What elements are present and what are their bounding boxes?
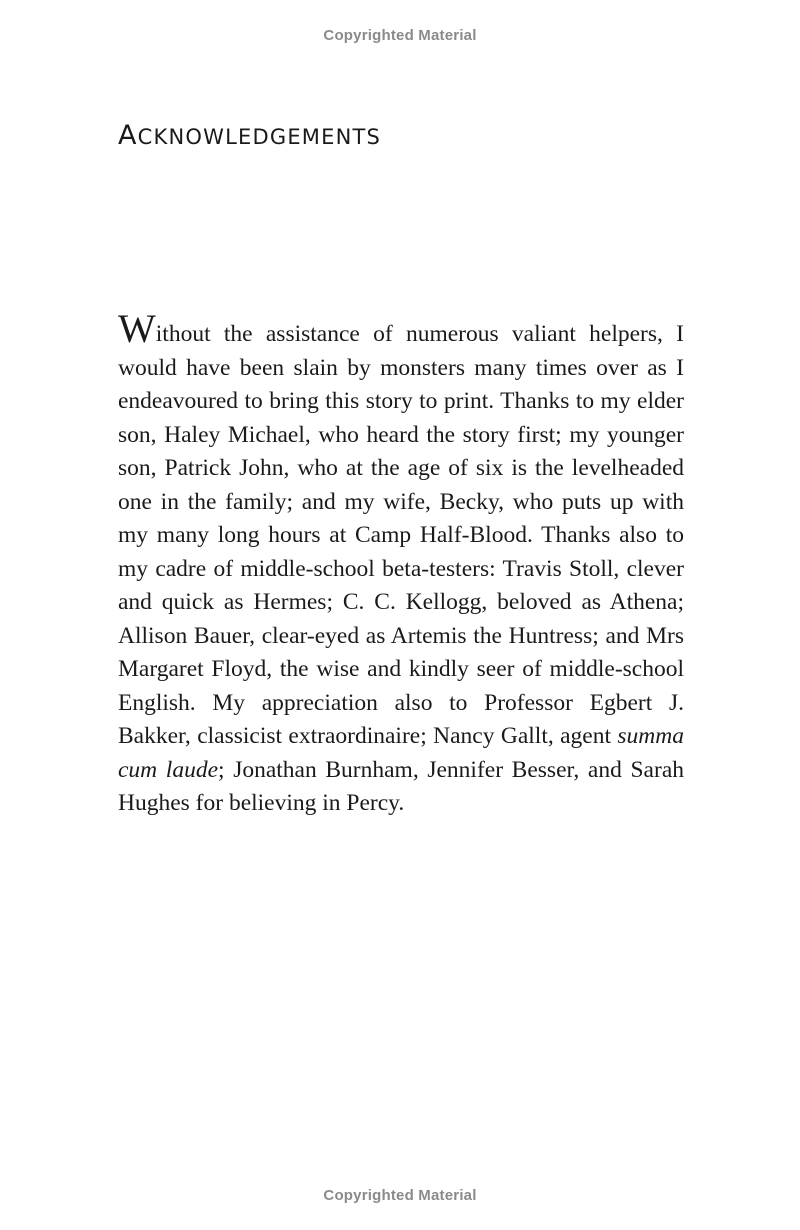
acknowledgements-paragraph (118, 306, 684, 821)
title-rest: CKNOWLEDGEMENTS (137, 125, 382, 149)
paragraph-italic-phrase: summa cum laude (118, 723, 684, 783)
paragraph-text-end: ; Jonathan Burnham, Jennifer Besser, and Sarah Hughes for believing in Percy. (118, 756, 684, 816)
page-title (118, 120, 381, 151)
paragraph-text-main: ithout the assistance of numerous valiant helpers, I would have been slain by monsters many times over as I endeavoured to bring this story to print. Thanks to my elder son, Haley Michael, who heard the story first; my younger son, Patrick John, who at the age of six is the levelheaded one in the family; and my wife, Becky, who puts up with my many long hours at Camp Half-Blood. Thanks also to my cadre of middle-school beta-testers: Travis Stoll, clever and quick as Hermes; C. C. Kellogg, beloved as Athena; Allison Bauer, clear-eyed as Artemis the Huntress; and Mrs Margaret Floyd, the wise and kindly seer of middle-school English. My appreciation also to Professor Egbert J. Bakker, classicist extraordinaire; Nancy Gallt, agent (118, 321, 684, 749)
title-first-letter: A (118, 120, 138, 151)
copyright-watermark-bottom: Copyrighted Material (323, 1187, 477, 1204)
copyright-watermark-top: Copyrighted Material (323, 27, 477, 44)
drop-cap: W (118, 306, 156, 351)
